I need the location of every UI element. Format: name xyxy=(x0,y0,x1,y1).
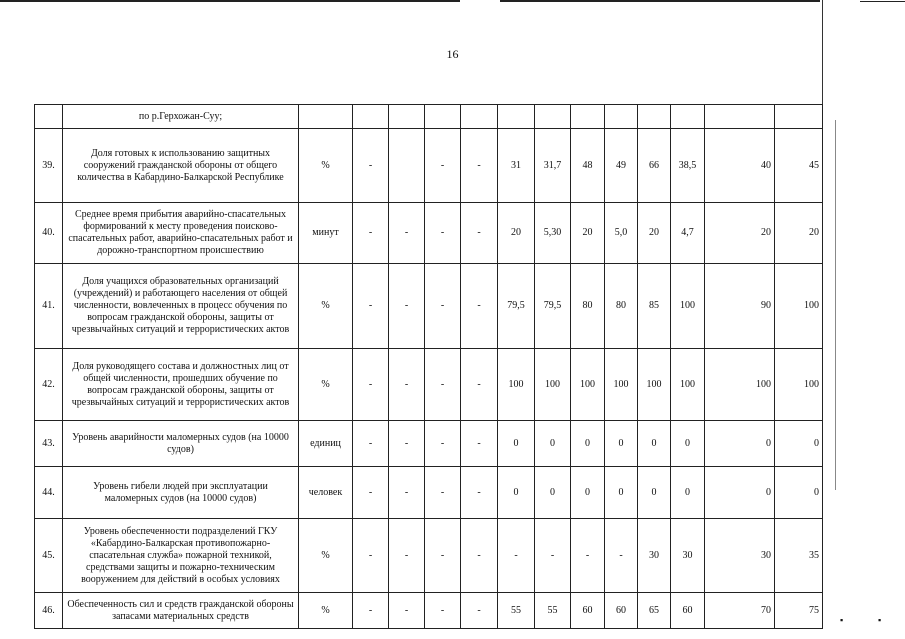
cell-value xyxy=(671,105,705,129)
cell-value: 0 xyxy=(605,467,638,519)
cell-value: 20 xyxy=(638,203,671,264)
cell-value: 80 xyxy=(571,264,605,349)
cell-value: 30 xyxy=(705,519,775,593)
cell-value xyxy=(389,129,425,203)
cell-value: - xyxy=(461,349,498,421)
cell-value: 49 xyxy=(605,129,638,203)
table-row xyxy=(35,349,823,421)
cell-value: 20 xyxy=(571,203,605,264)
cell-value: - xyxy=(461,467,498,519)
cell-value: 55 xyxy=(535,593,571,629)
cell-value: 20 xyxy=(705,203,775,264)
cell-value: 0 xyxy=(535,467,571,519)
cell-value: - xyxy=(353,519,389,593)
table-body xyxy=(35,105,823,629)
scan-line xyxy=(0,0,460,2)
cell-value: 40 xyxy=(705,129,775,203)
cell-value: - xyxy=(425,203,461,264)
cell-value: 60 xyxy=(605,593,638,629)
cell-value xyxy=(389,105,425,129)
cell-name: Уровень гибели людей при эксплуатации маломерных судов (на 10000 судов) xyxy=(63,467,299,519)
cell-value: - xyxy=(461,264,498,349)
cell-value xyxy=(535,105,571,129)
cell-value: 100 xyxy=(605,349,638,421)
table-row xyxy=(35,593,823,629)
page-fold-line xyxy=(835,120,836,490)
cell-number: 40. xyxy=(35,203,63,264)
table-row xyxy=(35,203,823,264)
table-row xyxy=(35,467,823,519)
cell-value: 80 xyxy=(605,264,638,349)
cell-name: Обеспеченность сил и средств гражданской обороны запасами материальных средств xyxy=(63,593,299,629)
cell-unit: единиц xyxy=(299,421,353,467)
cell-value: 5,0 xyxy=(605,203,638,264)
cell-value: - xyxy=(461,519,498,593)
cell-value: 0 xyxy=(571,421,605,467)
cell-value: - xyxy=(353,349,389,421)
cell-unit: человек xyxy=(299,467,353,519)
cell-value: - xyxy=(425,593,461,629)
cell-value: 20 xyxy=(498,203,535,264)
cell-value: - xyxy=(353,264,389,349)
table-row xyxy=(35,421,823,467)
cell-value: - xyxy=(461,129,498,203)
cell-value: - xyxy=(605,519,638,593)
cell-value: 65 xyxy=(638,593,671,629)
cell-value: 48 xyxy=(571,129,605,203)
cell-value xyxy=(498,105,535,129)
cell-unit: % xyxy=(299,519,353,593)
table-row xyxy=(35,519,823,593)
cell-value: - xyxy=(389,421,425,467)
scan-line xyxy=(860,1,905,2)
cell-value: - xyxy=(425,519,461,593)
cell-value: 75 xyxy=(775,593,823,629)
cell-name: Уровень обеспеченности подразделений ГКУ «Кабардино-Балкарская противопожарно-спасательная служба» пожарной техникой, средствами защиты и пожарно-техническим вооружением для действий в особых условиях xyxy=(63,519,299,593)
cell-name: по р.Герхожан-Суу; xyxy=(63,105,299,129)
indicators-table xyxy=(34,104,823,629)
cell-value: 0 xyxy=(775,421,823,467)
cell-value: - xyxy=(425,349,461,421)
scan-mark: ▪ xyxy=(840,615,844,625)
cell-value xyxy=(461,105,498,129)
table-row xyxy=(35,264,823,349)
cell-value: 0 xyxy=(498,421,535,467)
cell-name: Доля руководящего состава и должностных лиц от общей численности, прошедших обучение по вопросам гражданской обороны, защиты от чрезвычайных ситуаций и террористических актов xyxy=(63,349,299,421)
cell-value: 30 xyxy=(638,519,671,593)
cell-unit: минут xyxy=(299,203,353,264)
cell-value: 100 xyxy=(638,349,671,421)
cell-value: 90 xyxy=(705,264,775,349)
cell-value xyxy=(775,105,823,129)
cell-value: - xyxy=(425,129,461,203)
cell-unit: % xyxy=(299,264,353,349)
cell-value xyxy=(571,105,605,129)
page-number: 16 xyxy=(446,47,459,61)
cell-value: 4,7 xyxy=(671,203,705,264)
cell-value: 31,7 xyxy=(535,129,571,203)
cell-unit: % xyxy=(299,593,353,629)
cell-value: - xyxy=(571,519,605,593)
cell-value: - xyxy=(353,467,389,519)
cell-value: - xyxy=(389,519,425,593)
cell-value: - xyxy=(353,203,389,264)
cell-value: 100 xyxy=(775,349,823,421)
cell-unit: % xyxy=(299,349,353,421)
cell-value: 0 xyxy=(705,421,775,467)
cell-value: - xyxy=(353,593,389,629)
cell-value: - xyxy=(461,421,498,467)
cell-value: 45 xyxy=(775,129,823,203)
cell-value: - xyxy=(498,519,535,593)
cell-value: 0 xyxy=(498,467,535,519)
cell-number xyxy=(35,105,63,129)
cell-number: 44. xyxy=(35,467,63,519)
cell-value: - xyxy=(461,593,498,629)
cell-value: 20 xyxy=(775,203,823,264)
cell-value: - xyxy=(535,519,571,593)
cell-number: 42. xyxy=(35,349,63,421)
cell-value: 5,30 xyxy=(535,203,571,264)
cell-value: 60 xyxy=(671,593,705,629)
cell-value: - xyxy=(389,349,425,421)
cell-value: 100 xyxy=(671,264,705,349)
cell-value: 100 xyxy=(498,349,535,421)
cell-value: 0 xyxy=(705,467,775,519)
scan-line xyxy=(500,0,820,2)
cell-value: 66 xyxy=(638,129,671,203)
cell-value xyxy=(605,105,638,129)
cell-value: 0 xyxy=(638,467,671,519)
cell-number: 45. xyxy=(35,519,63,593)
cell-value: - xyxy=(353,421,389,467)
cell-value: - xyxy=(425,467,461,519)
cell-value: 60 xyxy=(571,593,605,629)
cell-value xyxy=(638,105,671,129)
cell-value: 55 xyxy=(498,593,535,629)
cell-value: 70 xyxy=(705,593,775,629)
cell-value: - xyxy=(461,203,498,264)
cell-value: 0 xyxy=(671,421,705,467)
cell-value: - xyxy=(353,129,389,203)
cell-value: 0 xyxy=(535,421,571,467)
cell-value xyxy=(353,105,389,129)
cell-value: - xyxy=(389,264,425,349)
cell-value: 35 xyxy=(775,519,823,593)
cell-value: - xyxy=(389,467,425,519)
cell-value: 30 xyxy=(671,519,705,593)
cell-value: 79,5 xyxy=(535,264,571,349)
cell-value: - xyxy=(425,264,461,349)
cell-name: Уровень аварийности маломерных судов (на 10000 судов) xyxy=(63,421,299,467)
cell-value: 100 xyxy=(671,349,705,421)
cell-value: - xyxy=(425,421,461,467)
cell-value: 0 xyxy=(605,421,638,467)
cell-value: 0 xyxy=(638,421,671,467)
cell-value: 100 xyxy=(705,349,775,421)
scan-mark: ▪ xyxy=(878,615,882,625)
cell-value xyxy=(425,105,461,129)
cell-number: 39. xyxy=(35,129,63,203)
cell-value: 100 xyxy=(535,349,571,421)
cell-number: 43. xyxy=(35,421,63,467)
cell-name: Среднее время прибытия аварийно-спасательных формирований к месту проведения поисково-спасательных работ, аварийно-спасательных работ и дорожно-транспортном происшествию xyxy=(63,203,299,264)
cell-name: Доля учащихся образовательных организаций (учреждений) и работающего населения от общей численности, вовлеченных в процесс обучения по вопросам гражданской обороны, защиты от чрезвычайных ситуаций и террористических актов xyxy=(63,264,299,349)
cell-value: 0 xyxy=(671,467,705,519)
cell-number: 46. xyxy=(35,593,63,629)
cell-name: Доля готовых к использованию защитных сооружений гражданской обороны от общего количества в Кабардино-Балкарской Республике xyxy=(63,129,299,203)
cell-number: 41. xyxy=(35,264,63,349)
table-row xyxy=(35,129,823,203)
cell-value: - xyxy=(389,203,425,264)
cell-unit xyxy=(299,105,353,129)
cell-value xyxy=(705,105,775,129)
cell-value: 0 xyxy=(775,467,823,519)
cell-value: 38,5 xyxy=(671,129,705,203)
cell-value: - xyxy=(389,593,425,629)
cell-value: 85 xyxy=(638,264,671,349)
cell-value: 79,5 xyxy=(498,264,535,349)
cell-unit: % xyxy=(299,129,353,203)
cell-value: 100 xyxy=(571,349,605,421)
cell-value: 100 xyxy=(775,264,823,349)
cell-value: 0 xyxy=(571,467,605,519)
table-row-continued xyxy=(35,105,823,129)
cell-value: 31 xyxy=(498,129,535,203)
